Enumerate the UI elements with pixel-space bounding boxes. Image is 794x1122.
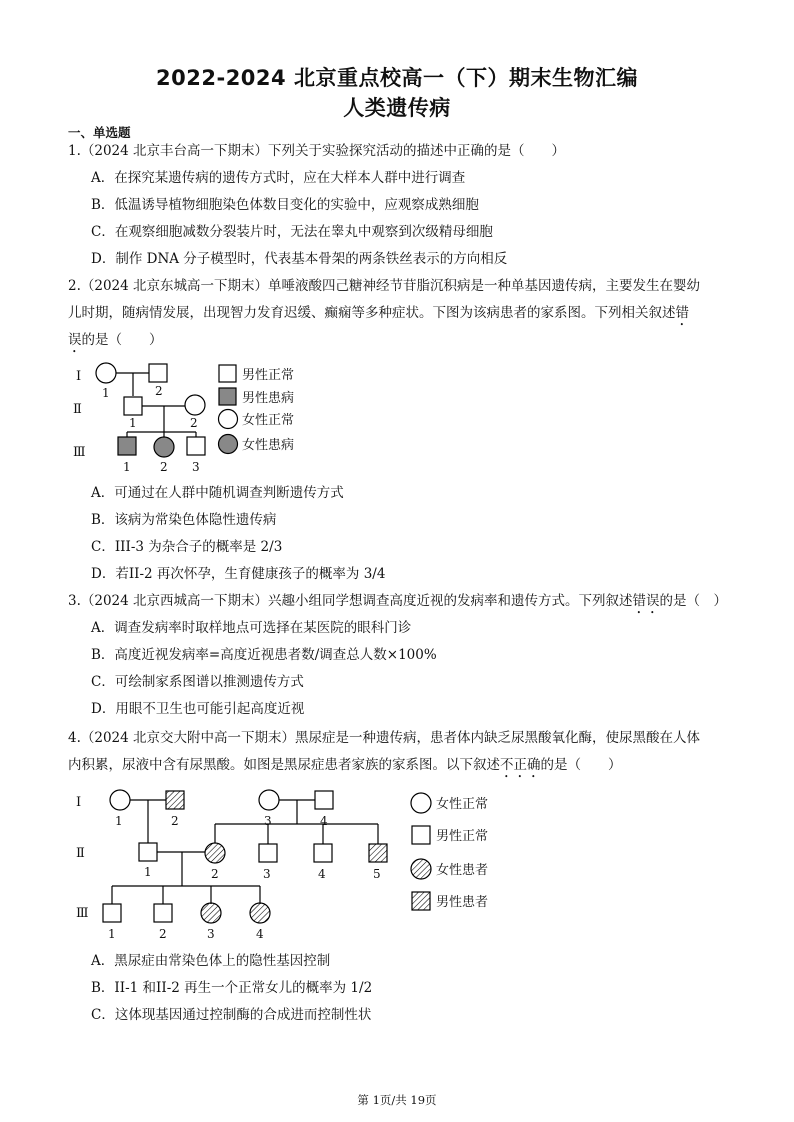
pedigree2-ii1-male-normal [139, 843, 157, 861]
pedigree2-legend-male-affected: 男性患者 [436, 895, 489, 910]
document-title: 2022-2024 北京重点校高一（下）期末生物汇编 [156, 66, 638, 90]
question-2-option-d: D．若II-2 再次怀孕，生育健康孩子的概率为 3/4 [91, 566, 386, 582]
question-3-option-d: D．用眼不卫生也可能引起高度近视 [91, 701, 305, 717]
pedigree2-iii1-male-normal [103, 904, 121, 922]
pedigree2-num-label: 2 [171, 814, 179, 828]
question-3-emphasis-text: 错误 [632, 593, 660, 609]
question-4-stem-tail: 的是（ ） [540, 757, 622, 773]
pedigree-iii1-male-affected [118, 437, 136, 455]
pedigree2-num-label: 2 [159, 927, 167, 941]
question-4-option-b: B．II-1 和II-2 再生一个正常女儿的概率为 1/2 [91, 980, 373, 996]
pedigree2-legend-male-normal: 男性正常 [436, 829, 489, 844]
question-2-stem-line3 [68, 331, 163, 356]
pedigree2-i2-male-affected [166, 791, 184, 809]
question-4-stem-line1: 4.（2024 北京交大附中高一下期末）黑尿症是一种遗传病，患者体内缺乏尿黑酸氧化酶，使尿黑酸在人体 [68, 730, 701, 746]
pedigree1-legend-female-affected: 女性患病 [242, 438, 295, 453]
pedigree2-gen-label-1: Ⅰ [76, 795, 82, 810]
pedigree-i2-male-normal [149, 364, 167, 382]
question-4-stem-text: 内积累，尿液中含有尿黑酸。如图是黑尿症患者家族的家系图。以下叙述 [68, 757, 500, 773]
question-2-emphasis-text-cont: 误 [68, 332, 82, 348]
pedigree2-gen-label-2: Ⅱ [76, 846, 85, 861]
question-4-option-c: C．这体现基因通过控制酶的合成进而控制性状 [91, 1007, 372, 1023]
pedigree-i1-female-normal [96, 363, 116, 383]
question-1-option-b: B．低温诱导植物细胞染色体数目变化的实验中，应观察成熟细胞 [91, 197, 479, 213]
pedigree2-ii5-male-affected [369, 844, 387, 862]
question-3-option-b: B．高度近视发病率=高度近视患者数/调查总人数×100% [91, 647, 437, 663]
question-4-emphasis-text: 不正确 [500, 757, 541, 773]
page-footer: 第 1页/共 19页 [357, 1093, 437, 1107]
pedigree2-num-label: 3 [263, 867, 271, 881]
question-3-stem-text: 3.（2024 北京西城高一下期末）兴趣小组同学想调查高度近视的发病率和遗传方式。下列叙述 [68, 593, 633, 609]
pedigree2-num-label: 5 [373, 867, 381, 881]
pedigree1-num-label: 3 [192, 460, 200, 474]
pedigree1-num-label: 2 [155, 384, 163, 398]
pedigree-figure-2 [70, 782, 510, 942]
question-2-option-a: A．可通过在人群中随机调查判断遗传方式 [91, 485, 344, 501]
question-2-stem-line2 [68, 304, 689, 329]
pedigree2-legend-female-normal: 女性正常 [436, 797, 489, 812]
pedigree-ii2-female-normal [185, 395, 205, 415]
question-3-option-c: C．可绘制家系图谱以推测遗传方式 [91, 674, 304, 690]
pedigree2-num-label: 1 [115, 814, 123, 828]
question-1-option-d: D．制作 DNA 分子模型时，代表基本骨架的两条铁丝表示的方向相反 [91, 251, 508, 267]
pedigree2-num-label: 4 [256, 927, 264, 941]
section-heading: 一、单选题 [68, 125, 131, 140]
pedigree1-legend-male-affected: 男性患病 [242, 391, 295, 406]
question-2-option-c: C．III-3 为杂合子的概率是 2/3 [91, 539, 283, 555]
pedigree2-num-label: 4 [320, 814, 328, 828]
question-4-stem-line2 [68, 756, 622, 781]
pedigree1-num-label: 1 [123, 460, 131, 474]
pedigree2-num-label: 3 [264, 814, 272, 828]
question-3-stem [68, 592, 727, 617]
question-1-option-a: A．在探究某遗传病的遗传方式时，应在大样本人群中进行调查 [91, 170, 466, 186]
question-3-stem-tail: 的是（ ） [659, 593, 728, 609]
document-subtitle: 人类遗传病 [343, 96, 451, 120]
pedigree2-i4-male-normal [315, 791, 333, 809]
pedigree1-num-label: 1 [102, 386, 110, 400]
pedigree2-ii3-male-normal [259, 844, 277, 862]
pedigree-iii3-male-normal [187, 437, 205, 455]
question-2-stem-text: 儿时期，随病情发展，出现智力发育迟缓、癫痫等多种症状。下图为该病患者的家系图。下列相关叙述 [68, 305, 676, 321]
pedigree2-num-label: 4 [318, 867, 326, 881]
question-4-option-a: A．黑尿症由常染色体上的隐性基因控制 [91, 953, 331, 969]
pedigree2-i1-female-normal [110, 790, 130, 810]
pedigree2-iii3-female-affected [201, 903, 221, 923]
pedigree-figure-1 [70, 358, 320, 478]
pedigree2-num-label: 1 [144, 865, 152, 879]
pedigree2-num-label: 3 [207, 927, 215, 941]
question-2-stem-line1: 2.（2024 北京东城高一下期末）单唾液酸四己糖神经节苷脂沉积病是一种单基因遗传病，主要发生在婴幼 [68, 278, 701, 294]
pedigree2-i3-female-normal [259, 790, 279, 810]
pedigree1-num-label: 1 [129, 416, 137, 430]
question-3-option-a: A．调查发病率时取样地点可选择在某医院的眼科门诊 [91, 620, 412, 636]
pedigree1-legend-female-normal: 女性正常 [242, 413, 295, 428]
pedigree2-num-label: 2 [211, 867, 219, 881]
pedigree1-gen-label-1: Ⅰ [76, 369, 82, 384]
pedigree2-ii2-female-affected [205, 843, 225, 863]
pedigree2-legend-female-affected: 女性患者 [436, 863, 489, 878]
pedigree2-gen-label-3: Ⅲ [76, 906, 89, 921]
pedigree1-num-label: 2 [160, 460, 168, 474]
pedigree1-num-label: 2 [190, 416, 198, 430]
pedigree-ii1-male-normal [124, 397, 142, 415]
question-1-option-c: C．在观察细胞减数分裂装片时，无法在睾丸中观察到次级精母细胞 [91, 224, 493, 240]
pedigree1-gen-label-2: Ⅱ [73, 402, 82, 417]
pedigree-iii2-female-affected [154, 437, 174, 457]
pedigree2-iii2-male-normal [154, 904, 172, 922]
pedigree2-iii4-female-affected [250, 903, 270, 923]
pedigree1-gen-label-3: Ⅲ [73, 445, 86, 460]
pedigree2-ii4-male-normal [314, 844, 332, 862]
question-1-stem: 1.（2024 北京丰台高一下期末）下列关于实验探究活动的描述中正确的是（ ） [68, 143, 566, 159]
pedigree2-num-label: 1 [108, 927, 116, 941]
question-2-emphasis-text: 错 [675, 305, 689, 321]
pedigree1-legend-male-normal: 男性正常 [242, 368, 295, 383]
question-2-option-b: B．该病为常染色体隐性遗传病 [91, 512, 277, 528]
question-2-stem-tail: 的是（ ） [81, 332, 163, 348]
